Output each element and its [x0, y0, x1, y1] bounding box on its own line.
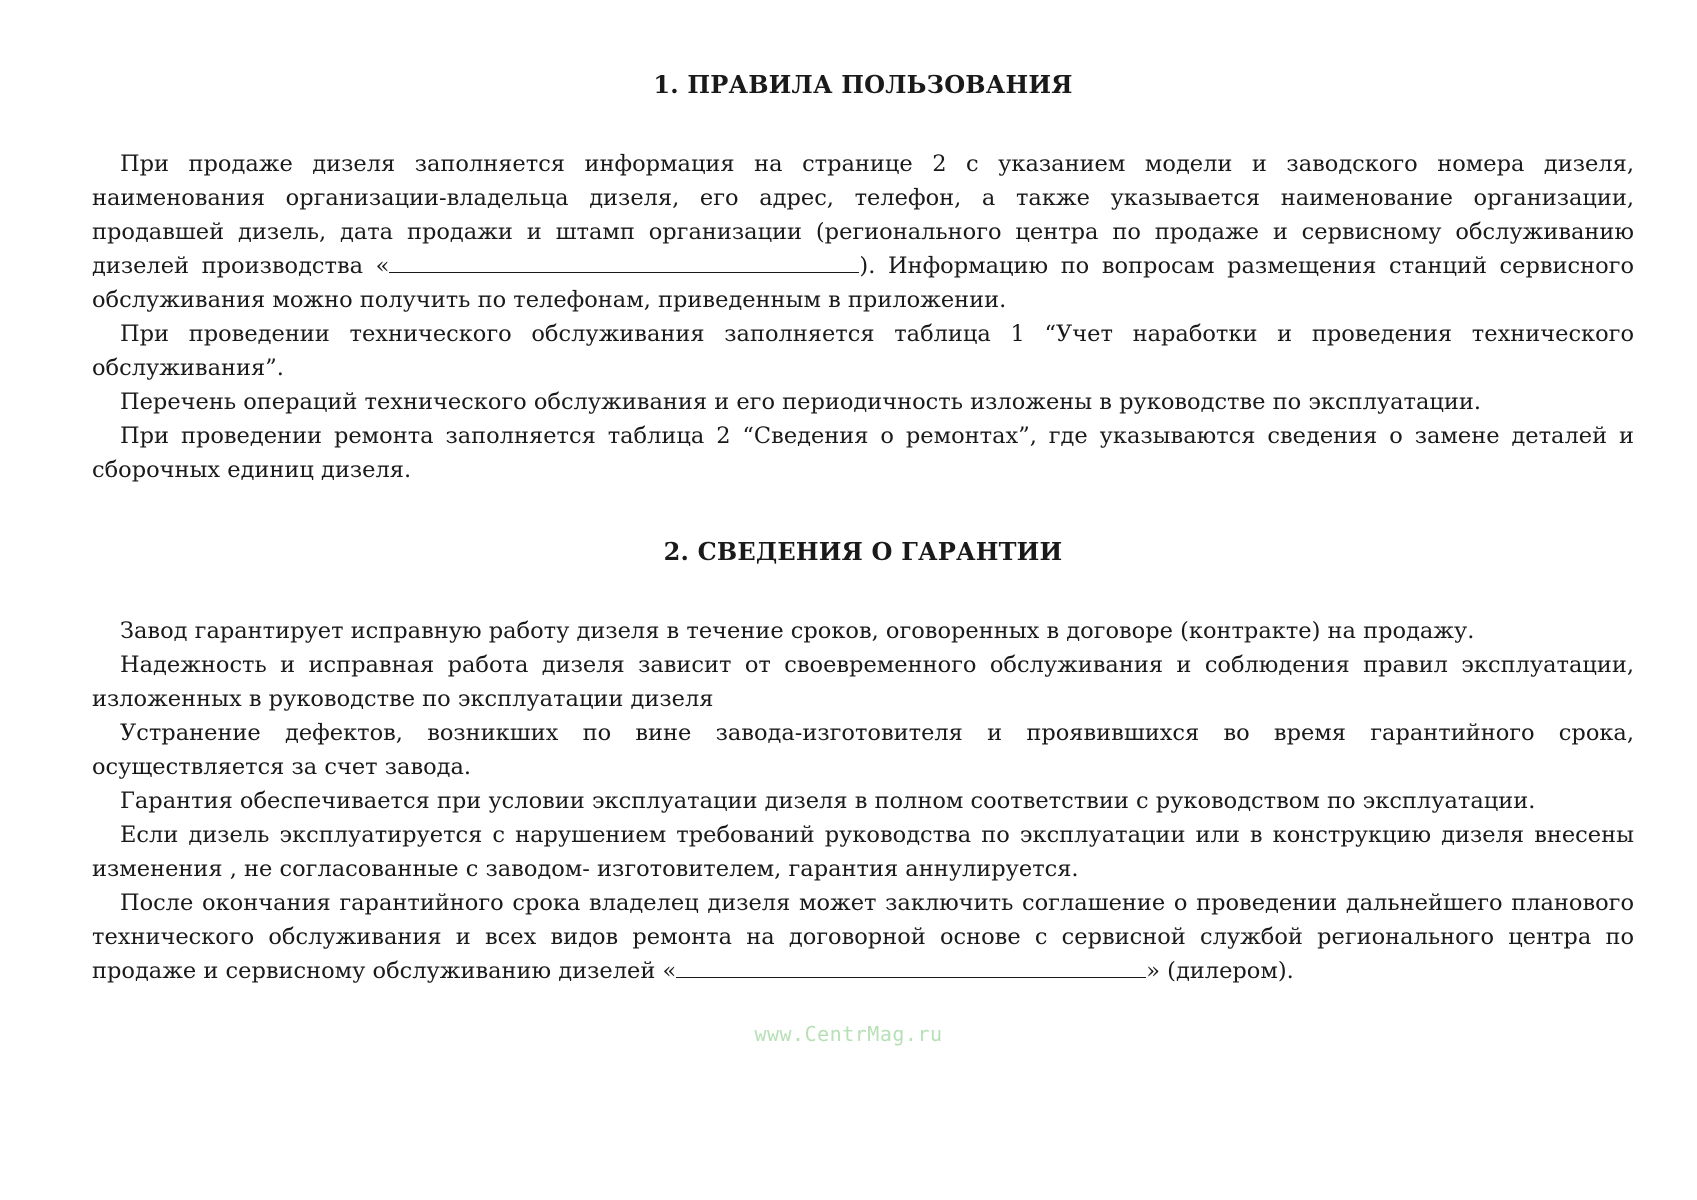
watermark: www.CentrMag.ru — [754, 1022, 943, 1046]
paragraph-operations-list: Перечень операций технического обслуживания и его периодичность изложены в руководстве по эксплуатации. — [120, 389, 1482, 415]
section-title-warranty: 2. СВЕДЕНИЯ О ГАРАНТИИ — [663, 537, 1063, 566]
paragraph-defects: Устранение дефектов, возникших по вине завода-изготовителя и проявившихся во время гарантийного срока, осуществляется за счет завода. — [92, 720, 1634, 780]
fill-in-blank-manufacturer — [389, 250, 859, 273]
fill-in-blank-dealer — [676, 955, 1146, 978]
paragraph-text: После окончания гарантийного срока владелец дизеля может заключить соглашение о проведении дальнейшего планового технического обслуживания и всех видов ремонта на договорной основе с сервисной службой регионального центра по продаже и сервисному обслуживанию дизелей « — [92, 890, 1634, 984]
paragraph-text: » (дилером). — [1146, 958, 1294, 984]
section-title-usage-rules: 1. ПРАВИЛА ПОЛЬЗОВАНИЯ — [653, 70, 1073, 99]
paragraph-sale-info — [92, 147, 1634, 317]
paragraph-text: ). Информацию по вопросам размещения станций сервисного обслуживания можно получить по телефонам, приведенным в приложении. — [92, 253, 1634, 313]
document-page — [92, 60, 1634, 988]
paragraph-warranty-terms: Завод гарантирует исправную работу дизеля в течение сроков, оговоренных в договоре (контракте) на продажу. — [120, 618, 1475, 644]
paragraph-repair-table: При проведении ремонта заполняется таблица 2 “Сведения о ремонтах”, где указываются сведения о замене деталей и сборочных единиц дизеля. — [92, 423, 1634, 483]
section-body-usage-rules — [92, 147, 1634, 487]
paragraph-post-warranty — [92, 886, 1634, 988]
paragraph-text: При продаже дизеля заполняется информация на странице 2 с указанием модели и заводского номера дизеля, наименования организации-владельца дизеля, его адрес, телефон, а также указывается наименование организации, продавшей дизель, дата продажи и штамп организации (регионального центра по продаже и сервисному обслуживанию дизелей производства « — [92, 151, 1634, 279]
paragraph-maintenance-table: При проведении технического обслуживания заполняется таблица 1 “Учет наработки и проведения технического обслуживания”. — [92, 321, 1634, 381]
paragraph-reliability: Надежность и исправная работа дизеля зависит от своевременного обслуживания и соблюдения правил эксплуатации, изложенных в руководстве по эксплуатации дизеля — [92, 652, 1634, 712]
section-body-warranty — [92, 614, 1634, 988]
section-gap — [92, 487, 1634, 527]
paragraph-warranty-void: Если дизель эксплуатируется с нарушением требований руководства по эксплуатации или в конструкцию дизеля внесены изменения , не согласованные с заводом- изготовителем, гарантия аннулируется. — [92, 822, 1634, 882]
paragraph-warranty-condition: Гарантия обеспечивается при условии эксплуатации дизеля в полном соответствии с руководством по эксплуатации. — [120, 788, 1536, 814]
